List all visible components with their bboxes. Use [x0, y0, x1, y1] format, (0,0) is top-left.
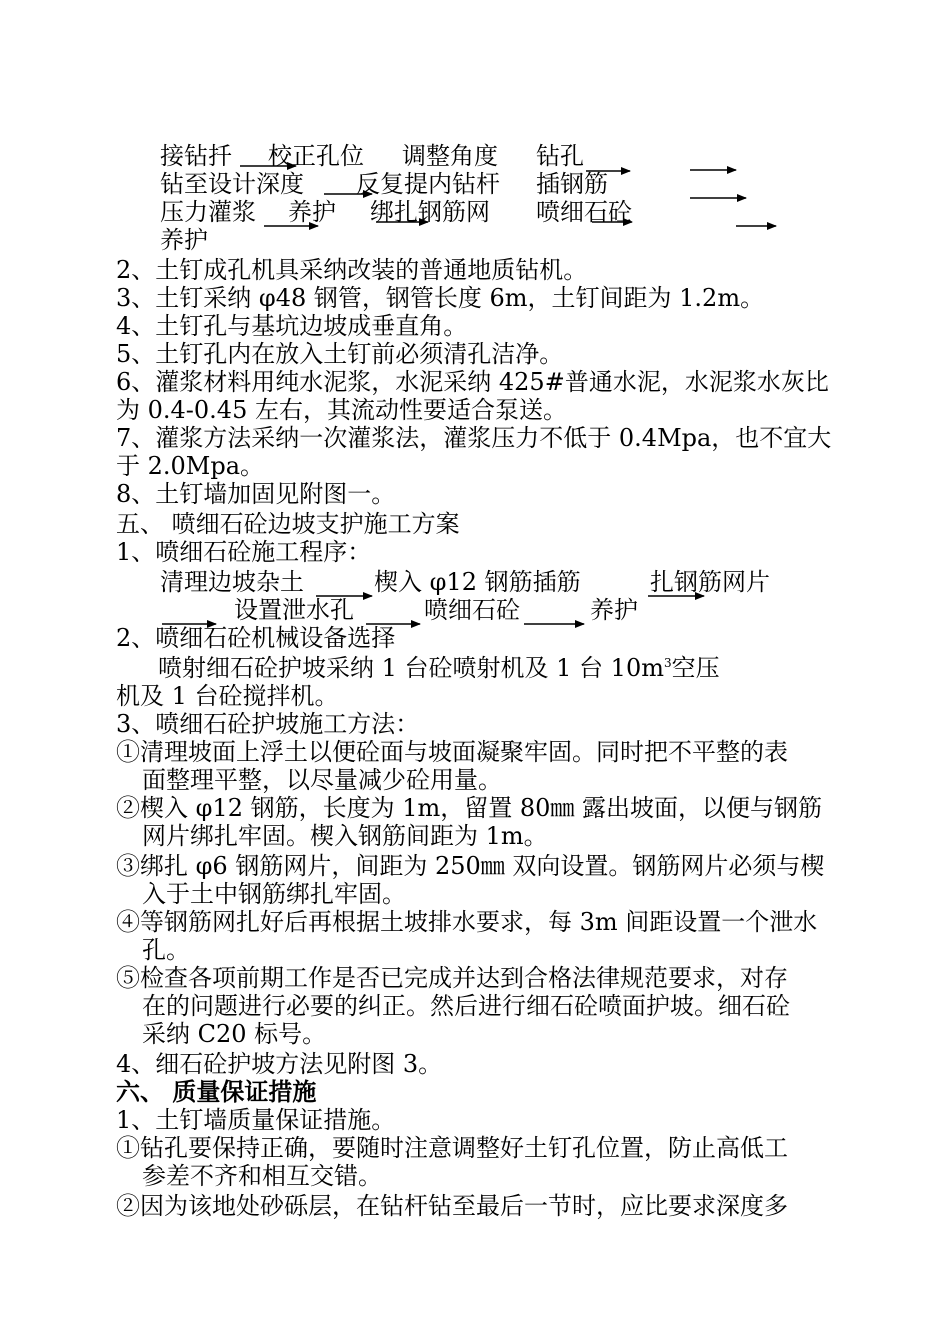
paragraph-line: 2、土钉成孔机具采纳改装的普通地质钻机。	[116, 256, 588, 284]
paragraph-line: 8、土钉墙加固见附图一。	[116, 480, 396, 508]
paragraph-line: 机及 1 台砼搅拌机。	[116, 682, 339, 710]
paragraph-line: ④等钢筋网扎好后再根据土坡排水要求，每 3m 间距设置一个泄水	[116, 908, 818, 936]
paragraph-line	[158, 654, 720, 682]
flow-step: 养护	[590, 596, 638, 624]
paragraph-line: ②楔入 φ12 钢筋，长度为 1m，留置 80㎜ 露出坡面，以便与钢筋	[116, 794, 823, 822]
flow-step: 压力灌浆	[160, 198, 256, 226]
paragraph-line: 参差不齐和相互交错。	[142, 1162, 382, 1190]
paragraph-line: 4、细石砼护坡方法见附图 3。	[116, 1050, 443, 1078]
text-run: 喷射细石砼护坡采纳 1 台砼喷射机及 1 台 10m	[158, 654, 664, 682]
paragraph-line: 5、土钉孔内在放入土钉前必须清孔洁净。	[116, 340, 564, 368]
flow-step: 养护	[288, 198, 336, 226]
paragraph-line: 7、灌浆方法采纳一次灌浆法，灌浆压力不低于 0.4Mpa，也不宜大	[116, 424, 832, 452]
flow-step: 钻至设计深度	[160, 170, 304, 198]
paragraph-line: 6、灌浆材料用纯水泥浆，水泥采纳 425#普通水泥，水泥浆水灰比	[116, 368, 829, 396]
paragraph-line: ①清理坡面上浮土以便砼面与坡面凝聚牢固。同时把不平整的表	[116, 738, 788, 766]
flow-step: 喷细石砼	[536, 198, 632, 226]
flow-step: 反复提内钻杆	[356, 170, 500, 198]
paragraph-line: 采纳 C20 标号。	[142, 1020, 327, 1048]
flow-step: 养护	[160, 226, 208, 254]
section-heading: 六、 质量保证措施	[116, 1077, 317, 1106]
text-run: 空压	[671, 654, 720, 682]
flow-step: 校正孔位	[268, 142, 364, 170]
flow-step: 调整角度	[402, 142, 498, 170]
flow-step: 清理边坡杂土	[160, 568, 304, 596]
section-heading: 五、 喷细石砼边坡支护施工方案	[116, 510, 460, 538]
paragraph-line: 1、喷细石砼施工程序：	[116, 538, 372, 566]
paragraph-line: 3、土钉采纳 φ48 钢管，钢管长度 6m，土钉间距为 1.2m。	[116, 284, 765, 312]
flow-step: 接钻扦	[160, 142, 232, 170]
paragraph-line: 1、土钉墙质量保证措施。	[116, 1106, 396, 1134]
paragraph-line: 在的问题进行必要的纠正。然后进行细石砼喷面护坡。细石砼	[142, 992, 790, 1020]
paragraph-line: 网片绑扎牢固。楔入钢筋间距为 1m。	[142, 822, 548, 850]
flow-step: 扎钢筋网片	[650, 568, 770, 596]
flow-step: 楔入 φ12 钢筋插筋	[374, 568, 581, 596]
flow-step: 插钢筋	[536, 170, 608, 198]
paragraph-line: ⑤检查各项前期工作是否已完成并达到合格法律规范要求，对存	[116, 964, 788, 992]
paragraph-line: 4、土钉孔与基坑边坡成垂直角。	[116, 312, 468, 340]
paragraph-line: 入于土中钢筋绑扎牢固。	[142, 880, 406, 908]
paragraph-line: 为 0.4-0.45 左右，其流动性要适合泵送。	[116, 396, 567, 424]
paragraph-line: ①钻孔要保持正确，要随时注意调整好土钉孔位置，防止高低工	[116, 1134, 788, 1162]
superscript: 3	[663, 656, 672, 670]
paragraph-line: ③绑扎 φ6 钢筋网片，间距为 250㎜ 双向设置。钢筋网片必须与楔	[116, 852, 825, 880]
paragraph-line: 2、喷细石砼机械设备选择	[116, 624, 396, 652]
paragraph-line: ②因为该地处砂砾层，在钻杆钻至最后一节时，应比要求深度多	[116, 1192, 788, 1220]
flow-step: 钻孔	[536, 142, 584, 170]
paragraph-line: 3、喷细石砼护坡施工方法：	[116, 710, 420, 738]
paragraph-line: 于 2.0Mpa。	[116, 452, 265, 480]
flow-step: 绑扎钢筋网	[370, 198, 490, 226]
paragraph-line: 面整理平整，以尽量减少砼用量。	[142, 766, 502, 794]
flow-step: 喷细石砼	[424, 596, 520, 624]
paragraph-line: 孔。	[142, 936, 190, 964]
flow-step: 设置泄水孔	[234, 596, 354, 624]
